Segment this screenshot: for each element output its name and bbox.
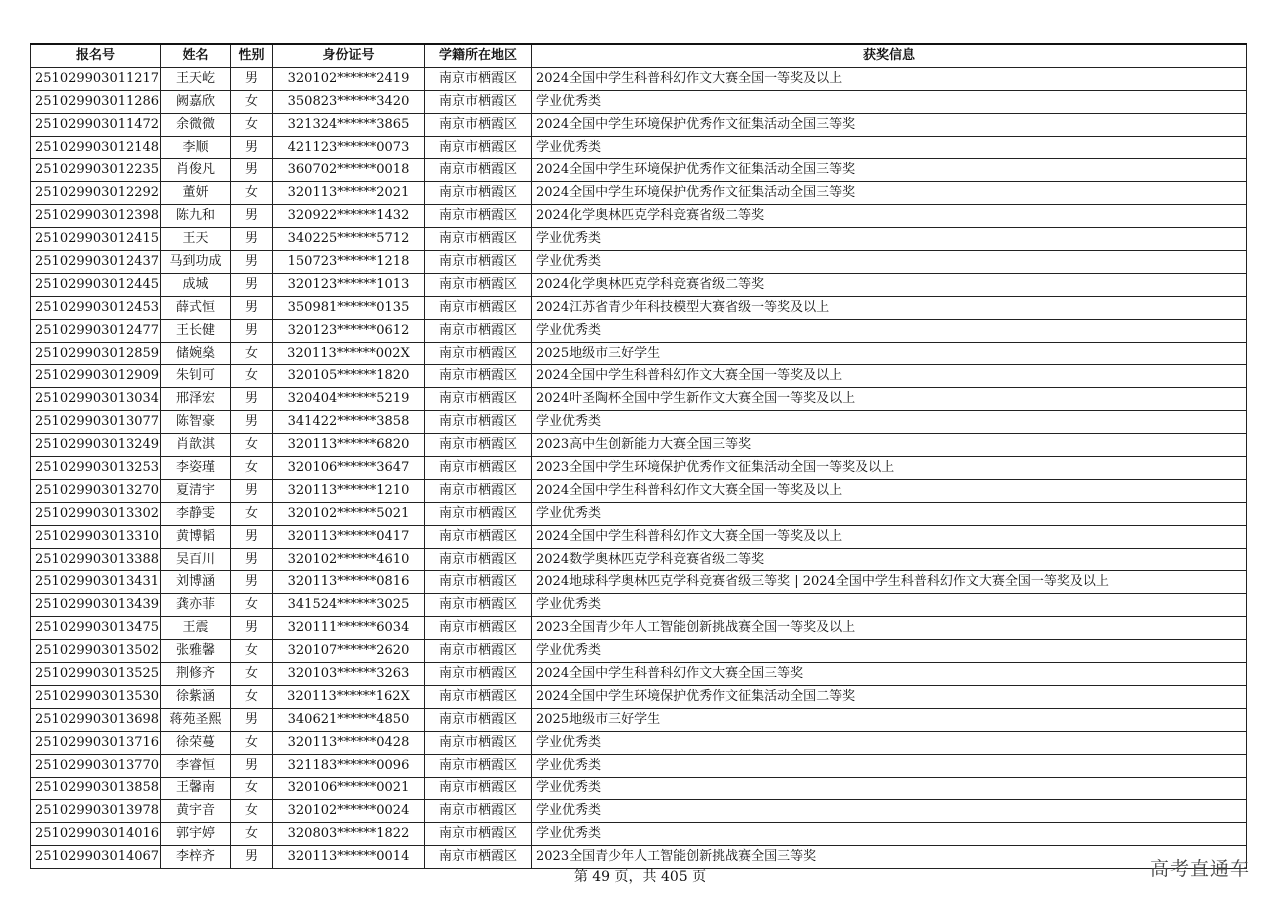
cell-name: 徐紫涵: [161, 685, 231, 708]
cell-award-info: 2024全国中学生科普科幻作文大赛全国三等奖: [532, 663, 1247, 686]
cell-award-info: 2025地级市三好学生: [532, 708, 1247, 731]
cell-region: 南京市栖霞区: [425, 708, 532, 731]
table-row: [31, 777, 1247, 800]
cell-gender: 女: [231, 594, 273, 617]
cell-id-number: 320113******1210: [273, 479, 425, 502]
cell-name: 李梓齐: [161, 846, 231, 869]
cell-award-info: 学业优秀类: [532, 754, 1247, 777]
cell-name: 肖歆淇: [161, 434, 231, 457]
cell-award-info: 2024全国中学生环境保护优秀作文征集活动全国三等奖: [532, 182, 1247, 205]
cell-award-info: 2023全国青少年人工智能创新挑战赛全国一等奖及以上: [532, 617, 1247, 640]
cell-award-info: 2024地球科学奥林匹克学科竞赛省级三等奖 | 2024全国中学生科普科幻作文大赛全国一等奖及以上: [532, 571, 1247, 594]
cell-name: 余微微: [161, 113, 231, 136]
cell-id-number: 340225******5712: [273, 228, 425, 251]
cell-name: 成城: [161, 273, 231, 296]
cell-id-number: 320105******1820: [273, 365, 425, 388]
cell-registration-no: 251029903012453: [31, 296, 161, 319]
table-row: [31, 434, 1247, 457]
cell-registration-no: 251029903012437: [31, 251, 161, 274]
cell-registration-no: 251029903012445: [31, 273, 161, 296]
cell-award-info: 学业优秀类: [532, 319, 1247, 342]
cell-id-number: 320113******2021: [273, 182, 425, 205]
cell-gender: 男: [231, 273, 273, 296]
cell-gender: 男: [231, 319, 273, 342]
cell-award-info: 学业优秀类: [532, 136, 1247, 159]
cell-name: 徐荣蔓: [161, 731, 231, 754]
cell-registration-no: 251029903013978: [31, 800, 161, 823]
cell-name: 陈智豪: [161, 411, 231, 434]
cell-name: 王天屹: [161, 67, 231, 90]
cell-region: 南京市栖霞区: [425, 205, 532, 228]
cell-id-number: 421123******0073: [273, 136, 425, 159]
cell-name: 王馨南: [161, 777, 231, 800]
table-row: [31, 228, 1247, 251]
cell-award-info: 2023高中生创新能力大赛全国三等奖: [532, 434, 1247, 457]
table-row: [31, 205, 1247, 228]
cell-region: 南京市栖霞区: [425, 571, 532, 594]
cell-region: 南京市栖霞区: [425, 182, 532, 205]
header-award-info: 获奖信息: [532, 44, 1247, 67]
cell-id-number: 320102******4610: [273, 548, 425, 571]
cell-registration-no: 251029903013431: [31, 571, 161, 594]
cell-award-info: 2024化学奥林匹克学科竞赛省级二等奖: [532, 205, 1247, 228]
cell-name: 陈九和: [161, 205, 231, 228]
cell-gender: 男: [231, 548, 273, 571]
cell-id-number: 320111******6034: [273, 617, 425, 640]
cell-registration-no: 251029903013439: [31, 594, 161, 617]
cell-id-number: 320102******0024: [273, 800, 425, 823]
cell-gender: 女: [231, 182, 273, 205]
table-row: [31, 90, 1247, 113]
cell-name: 郭宇婷: [161, 823, 231, 846]
cell-name: 蒋苑圣熙: [161, 708, 231, 731]
cell-name: 刘博涵: [161, 571, 231, 594]
cell-name: 储婉燊: [161, 342, 231, 365]
cell-name: 朱钊可: [161, 365, 231, 388]
cell-gender: 男: [231, 708, 273, 731]
table-row: [31, 571, 1247, 594]
cell-region: 南京市栖霞区: [425, 388, 532, 411]
cell-registration-no: 251029903012415: [31, 228, 161, 251]
cell-registration-no: 251029903014016: [31, 823, 161, 846]
cell-name: 李睿恒: [161, 754, 231, 777]
cell-award-info: 学业优秀类: [532, 411, 1247, 434]
cell-gender: 男: [231, 67, 273, 90]
table-row: [31, 594, 1247, 617]
cell-name: 王长健: [161, 319, 231, 342]
cell-id-number: 320107******2620: [273, 640, 425, 663]
cell-region: 南京市栖霞区: [425, 502, 532, 525]
table-row: [31, 457, 1247, 480]
cell-name: 王震: [161, 617, 231, 640]
cell-award-info: 2024化学奥林匹克学科竞赛省级二等奖: [532, 273, 1247, 296]
table-row: [31, 273, 1247, 296]
table-row: [31, 800, 1247, 823]
cell-award-info: 学业优秀类: [532, 640, 1247, 663]
cell-id-number: 320106******3647: [273, 457, 425, 480]
cell-award-info: 2025地级市三好学生: [532, 342, 1247, 365]
cell-id-number: 350981******0135: [273, 296, 425, 319]
cell-id-number: 320106******0021: [273, 777, 425, 800]
cell-registration-no: 251029903013858: [31, 777, 161, 800]
header-gender: 性别: [231, 44, 273, 67]
cell-award-info: 学业优秀类: [532, 228, 1247, 251]
cell-gender: 女: [231, 640, 273, 663]
cell-id-number: 320103******3263: [273, 663, 425, 686]
table-row: [31, 823, 1247, 846]
cell-id-number: 320113******0014: [273, 846, 425, 869]
cell-registration-no: 251029903013525: [31, 663, 161, 686]
table-row: [31, 617, 1247, 640]
cell-name: 王天: [161, 228, 231, 251]
cell-registration-no: 251029903013310: [31, 525, 161, 548]
cell-gender: 男: [231, 136, 273, 159]
cell-name: 吴百川: [161, 548, 231, 571]
cell-gender: 女: [231, 731, 273, 754]
cell-name: 夏清宇: [161, 479, 231, 502]
cell-name: 薛式恒: [161, 296, 231, 319]
table-row: [31, 342, 1247, 365]
cell-gender: 男: [231, 525, 273, 548]
table-row: [31, 548, 1247, 571]
cell-award-info: 2024全国中学生环境保护优秀作文征集活动全国二等奖: [532, 685, 1247, 708]
cell-region: 南京市栖霞区: [425, 731, 532, 754]
cell-gender: 女: [231, 90, 273, 113]
cell-region: 南京市栖霞区: [425, 685, 532, 708]
cell-award-info: 学业优秀类: [532, 90, 1247, 113]
cell-award-info: 2024全国中学生环境保护优秀作文征集活动全国三等奖: [532, 113, 1247, 136]
cell-gender: 男: [231, 388, 273, 411]
cell-region: 南京市栖霞区: [425, 365, 532, 388]
cell-award-info: 学业优秀类: [532, 800, 1247, 823]
cell-id-number: 320113******0428: [273, 731, 425, 754]
cell-region: 南京市栖霞区: [425, 457, 532, 480]
cell-region: 南京市栖霞区: [425, 663, 532, 686]
cell-registration-no: 251029903013716: [31, 731, 161, 754]
cell-gender: 女: [231, 457, 273, 480]
cell-registration-no: 251029903013698: [31, 708, 161, 731]
cell-award-info: 2024全国中学生环境保护优秀作文征集活动全国三等奖: [532, 159, 1247, 182]
table-body: [31, 67, 1247, 868]
cell-region: 南京市栖霞区: [425, 594, 532, 617]
cell-award-info: 2024全国中学生科普科幻作文大赛全国一等奖及以上: [532, 67, 1247, 90]
cell-registration-no: 251029903011472: [31, 113, 161, 136]
cell-id-number: 320102******2419: [273, 67, 425, 90]
table-header: [31, 44, 1247, 67]
registration-table: [30, 43, 1247, 869]
cell-name: 邢泽宏: [161, 388, 231, 411]
cell-award-info: 2023全国中学生环境保护优秀作文征集活动全国一等奖及以上: [532, 457, 1247, 480]
cell-gender: 男: [231, 846, 273, 869]
cell-gender: 女: [231, 685, 273, 708]
cell-id-number: 321183******0096: [273, 754, 425, 777]
cell-id-number: 320113******0816: [273, 571, 425, 594]
cell-registration-no: 251029903012292: [31, 182, 161, 205]
cell-registration-no: 251029903013475: [31, 617, 161, 640]
cell-id-number: 320803******1822: [273, 823, 425, 846]
cell-region: 南京市栖霞区: [425, 617, 532, 640]
table-row: [31, 640, 1247, 663]
cell-region: 南京市栖霞区: [425, 113, 532, 136]
header-registration-no: 报名号: [31, 44, 161, 67]
cell-award-info: 2024全国中学生科普科幻作文大赛全国一等奖及以上: [532, 479, 1247, 502]
table-row: [31, 411, 1247, 434]
table-row: [31, 479, 1247, 502]
cell-region: 南京市栖霞区: [425, 434, 532, 457]
cell-region: 南京市栖霞区: [425, 640, 532, 663]
cell-region: 南京市栖霞区: [425, 273, 532, 296]
table-row: [31, 296, 1247, 319]
table-row: [31, 502, 1247, 525]
cell-gender: 女: [231, 823, 273, 846]
cell-region: 南京市栖霞区: [425, 67, 532, 90]
cell-name: 张雅馨: [161, 640, 231, 663]
cell-registration-no: 251029903013770: [31, 754, 161, 777]
page-number: 第 49 页，共 405 页: [573, 869, 707, 885]
cell-gender: 女: [231, 342, 273, 365]
cell-award-info: 2024叶圣陶杯全国中学生新作文大赛全国一等奖及以上: [532, 388, 1247, 411]
table-row: [31, 708, 1247, 731]
cell-gender: 男: [231, 251, 273, 274]
cell-gender: 女: [231, 777, 273, 800]
cell-region: 南京市栖霞区: [425, 251, 532, 274]
cell-gender: 女: [231, 800, 273, 823]
cell-gender: 女: [231, 502, 273, 525]
cell-region: 南京市栖霞区: [425, 754, 532, 777]
cell-name: 荆修齐: [161, 663, 231, 686]
cell-gender: 女: [231, 434, 273, 457]
cell-registration-no: 251029903012235: [31, 159, 161, 182]
table-row: [31, 388, 1247, 411]
cell-region: 南京市栖霞区: [425, 846, 532, 869]
cell-id-number: 320123******1013: [273, 273, 425, 296]
cell-region: 南京市栖霞区: [425, 411, 532, 434]
cell-award-info: 学业优秀类: [532, 502, 1247, 525]
cell-name: 阙嘉欣: [161, 90, 231, 113]
table-row: [31, 663, 1247, 686]
cell-gender: 女: [231, 365, 273, 388]
cell-name: 黄博韬: [161, 525, 231, 548]
table-row: [31, 754, 1247, 777]
cell-name: 马到功成: [161, 251, 231, 274]
cell-registration-no: 251029903011286: [31, 90, 161, 113]
cell-region: 南京市栖霞区: [425, 548, 532, 571]
cell-registration-no: 251029903013034: [31, 388, 161, 411]
cell-gender: 男: [231, 205, 273, 228]
cell-region: 南京市栖霞区: [425, 159, 532, 182]
cell-registration-no: 251029903013530: [31, 685, 161, 708]
cell-id-number: 320113******6820: [273, 434, 425, 457]
cell-registration-no: 251029903012477: [31, 319, 161, 342]
cell-name: 李顺: [161, 136, 231, 159]
cell-registration-no: 251029903014067: [31, 846, 161, 869]
watermark: 高考直通车: [1149, 858, 1250, 880]
cell-id-number: 320113******0417: [273, 525, 425, 548]
header-region: 学籍所在地区: [425, 44, 532, 67]
cell-gender: 男: [231, 228, 273, 251]
cell-region: 南京市栖霞区: [425, 90, 532, 113]
header-name: 姓名: [161, 44, 231, 67]
table-row: [31, 182, 1247, 205]
cell-id-number: 360702******0018: [273, 159, 425, 182]
cell-name: 李姿瑾: [161, 457, 231, 480]
cell-award-info: 学业优秀类: [532, 823, 1247, 846]
cell-gender: 男: [231, 571, 273, 594]
cell-region: 南京市栖霞区: [425, 319, 532, 342]
cell-registration-no: 251029903012398: [31, 205, 161, 228]
cell-id-number: 320922******1432: [273, 205, 425, 228]
cell-region: 南京市栖霞区: [425, 823, 532, 846]
cell-registration-no: 251029903012148: [31, 136, 161, 159]
cell-award-info: 学业优秀类: [532, 777, 1247, 800]
cell-id-number: 320102******5021: [273, 502, 425, 525]
cell-id-number: 340621******4850: [273, 708, 425, 731]
table-row: [31, 67, 1247, 90]
cell-registration-no: 251029903011217: [31, 67, 161, 90]
cell-id-number: 320113******162X: [273, 685, 425, 708]
cell-gender: 男: [231, 754, 273, 777]
cell-award-info: 2024全国中学生科普科幻作文大赛全国一等奖及以上: [532, 365, 1247, 388]
table-row: [31, 159, 1247, 182]
cell-name: 黄宇音: [161, 800, 231, 823]
cell-registration-no: 251029903013302: [31, 502, 161, 525]
cell-award-info: 2024江苏省青少年科技模型大赛省级一等奖及以上: [532, 296, 1247, 319]
cell-registration-no: 251029903013077: [31, 411, 161, 434]
cell-name: 李静雯: [161, 502, 231, 525]
cell-id-number: 320113******002X: [273, 342, 425, 365]
cell-registration-no: 251029903012859: [31, 342, 161, 365]
header-id-number: 身份证号: [273, 44, 425, 67]
cell-gender: 男: [231, 479, 273, 502]
cell-award-info: 学业优秀类: [532, 594, 1247, 617]
cell-name: 肖俊凡: [161, 159, 231, 182]
table-row: [31, 113, 1247, 136]
table-row: [31, 319, 1247, 342]
cell-registration-no: 251029903013270: [31, 479, 161, 502]
cell-id-number: 321324******3865: [273, 113, 425, 136]
cell-gender: 男: [231, 617, 273, 640]
cell-region: 南京市栖霞区: [425, 228, 532, 251]
cell-award-info: 2024数学奥林匹克学科竞赛省级二等奖: [532, 548, 1247, 571]
cell-region: 南京市栖霞区: [425, 525, 532, 548]
cell-id-number: 150723******1218: [273, 251, 425, 274]
cell-award-info: 学业优秀类: [532, 731, 1247, 754]
cell-registration-no: 251029903013253: [31, 457, 161, 480]
cell-registration-no: 251029903013249: [31, 434, 161, 457]
cell-region: 南京市栖霞区: [425, 136, 532, 159]
table-row: [31, 136, 1247, 159]
cell-gender: 男: [231, 411, 273, 434]
cell-registration-no: 251029903013388: [31, 548, 161, 571]
cell-region: 南京市栖霞区: [425, 800, 532, 823]
cell-region: 南京市栖霞区: [425, 342, 532, 365]
header-row: [31, 44, 1247, 67]
table-row: [31, 365, 1247, 388]
cell-award-info: 2023全国青少年人工智能创新挑战赛全国三等奖: [532, 846, 1247, 869]
cell-id-number: 350823******3420: [273, 90, 425, 113]
cell-gender: 女: [231, 113, 273, 136]
cell-id-number: 320404******5219: [273, 388, 425, 411]
cell-gender: 男: [231, 296, 273, 319]
cell-name: 龚亦菲: [161, 594, 231, 617]
table-row: [31, 731, 1247, 754]
table-row: [31, 685, 1247, 708]
cell-gender: 女: [231, 663, 273, 686]
cell-region: 南京市栖霞区: [425, 296, 532, 319]
cell-registration-no: 251029903013502: [31, 640, 161, 663]
cell-region: 南京市栖霞区: [425, 479, 532, 502]
table-row: [31, 251, 1247, 274]
cell-award-info: 2024全国中学生科普科幻作文大赛全国一等奖及以上: [532, 525, 1247, 548]
cell-gender: 男: [231, 159, 273, 182]
cell-region: 南京市栖霞区: [425, 777, 532, 800]
cell-id-number: 341422******3858: [273, 411, 425, 434]
table-row: [31, 525, 1247, 548]
cell-award-info: 学业优秀类: [532, 251, 1247, 274]
cell-name: 董妍: [161, 182, 231, 205]
cell-id-number: 320123******0612: [273, 319, 425, 342]
cell-id-number: 341524******3025: [273, 594, 425, 617]
cell-registration-no: 251029903012909: [31, 365, 161, 388]
